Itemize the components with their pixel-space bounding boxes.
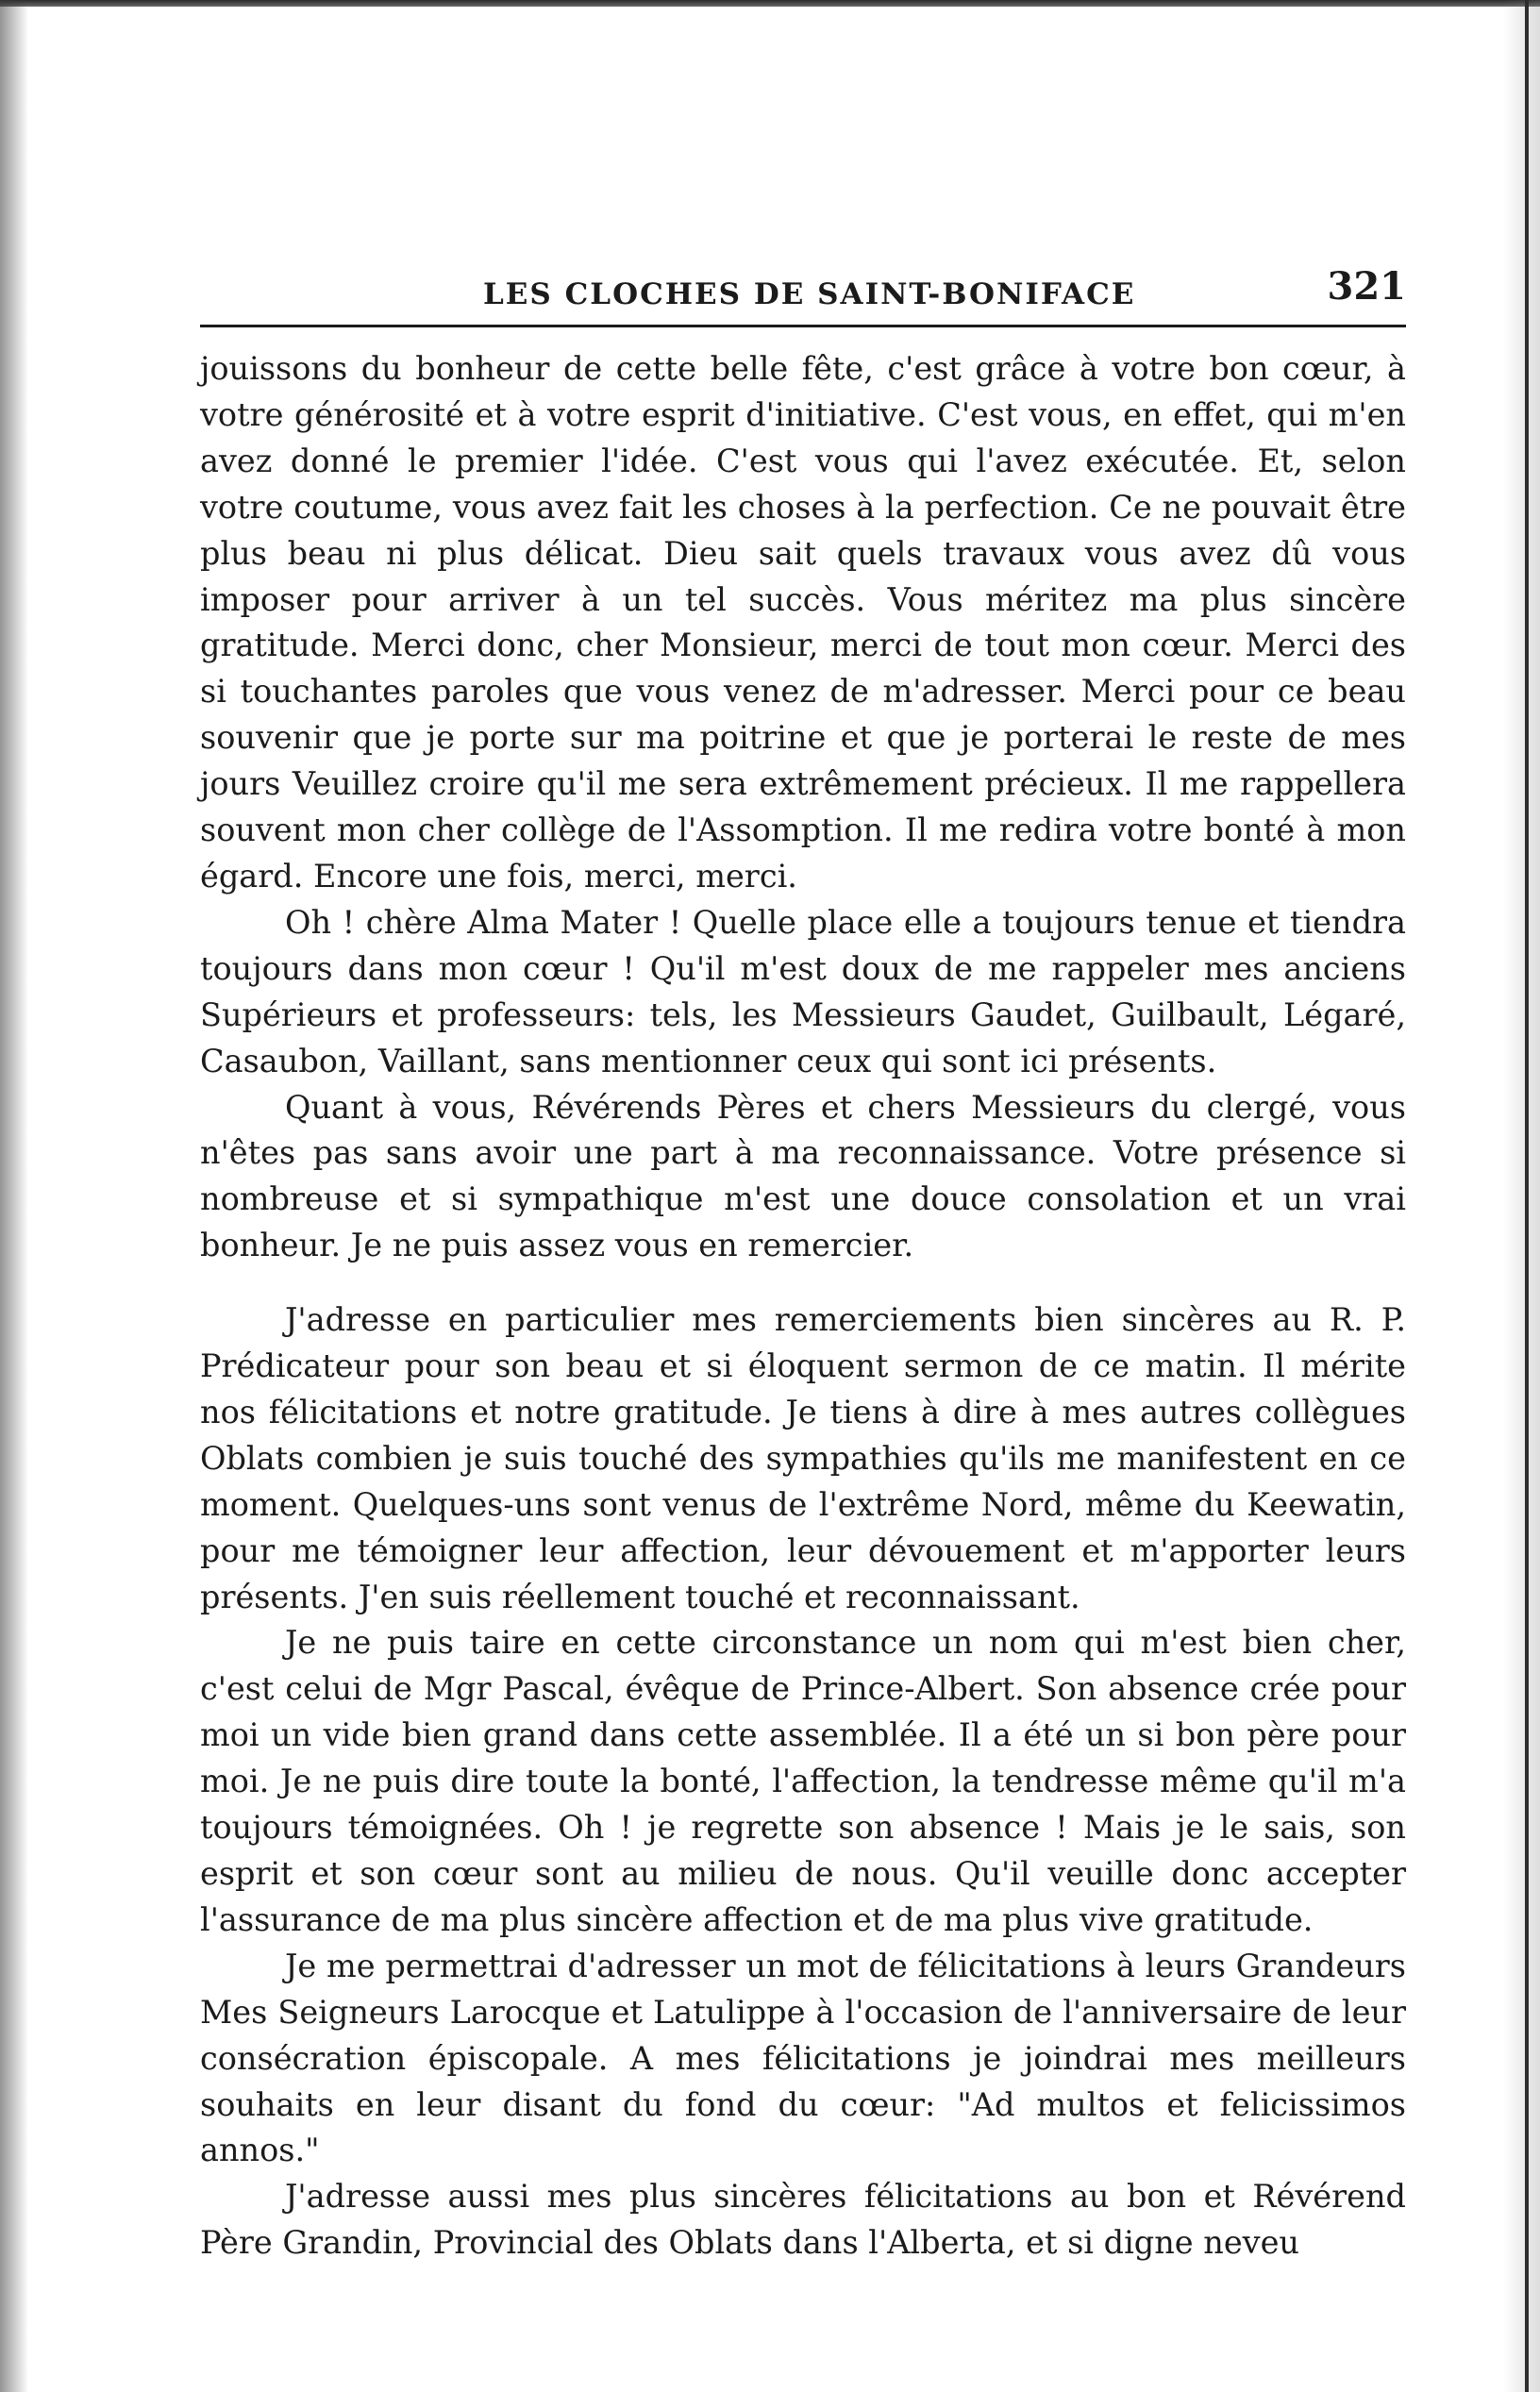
paragraph: jouissons du bonheur de cette belle fête, c'est grâce à votre bon cœur, à votre générosité et à votre esprit d'initiative. C'est vous, en effet, qui m'en avez donné le premier l'idée. C'est vous qui l'avez exécutée. Et, selon votre coutume, vous avez fait les choses à la perfection. Ce ne pouvait être plus beau ni plus délicat. Dieu sait quels travaux vous avez dû vous imposer pour arriver à un tel succès. Vous méritez ma plus sincère gratitude. Merci donc, cher Monsieur, merci de tout mon cœur. Merci des si touchantes paroles que vous venez de m'adresser. Merci pour ce beau souvenir que je porte sur ma poitrine et que je porterai le reste de mes jours Veuillez croire qu'il me sera extrêmement précieux. Il me rappellera souvent mon cher collège de l'Assomption. Il me redira votre bonté à mon égard. Encore une fois, merci, merci. (200, 350, 1406, 895)
page-header (200, 264, 1406, 319)
running-title: LES CLOCHES DE SAINT-BONIFACE (483, 277, 1136, 311)
book-page (200, 264, 1406, 2267)
body-text (200, 346, 1406, 2267)
paragraph: J'adresse aussi mes plus sincères félicitations au bon et Révérend Père Grandin, Provincial des Oblats dans l'Alberta, et si digne neveu (200, 2178, 1406, 2262)
scan-edge-right (1502, 0, 1540, 2392)
scan-edge-top (0, 0, 1540, 7)
header-rule (200, 325, 1406, 327)
paragraph: Oh ! chère Alma Mater ! Quelle place elle a toujours tenue et tiendra toujours dans mon cœur ! Qu'il m'est doux de me rappeler mes anciens Supérieurs et professeurs: tels, les Messieurs Gaudet, Guilbault, Légaré, Casaubon, Vaillant, sans mentionner ceux qui sont ici présents. (200, 903, 1406, 1079)
page-number: 321 (1327, 264, 1406, 309)
paragraph: Quant à vous, Révérends Pères et chers Messieurs du clergé, vous n'êtes pas sans avoir une part à ma reconnaissance. Votre présence si nombreuse et si sympathique m'est une douce consolation et un vrai bonheur. Je ne puis assez vous en remercier. (200, 1088, 1406, 1264)
paragraph: J'adresse en particulier mes remerciements bien sincères au R. P. Prédicateur pour son beau et si éloquent sermon de ce matin. Il mérite nos félicitations et notre gratitude. Je tiens à dire à mes autres collègues Oblats combien je suis touché des sympathies qu'ils me manifestent en ce moment. Quelques-uns sont venus de l'extrême Nord, même du Keewatin, pour me témoigner leur affection, leur dévouement et m'apporter leurs présents. J'en suis réellement touché et reconnaissant. (200, 1301, 1406, 1615)
paragraph: Je me permettrai d'adresser un mot de félicitations à leurs Grandeurs Mes Seigneurs Larocque et Latulippe à l'occasion de l'anniversaire de leur consécration épiscopale. A mes félicitations je joindrai mes meilleurs souhaits en leur disant du fond du cœur: "Ad multos et felicissimos annos." (200, 1947, 1406, 2169)
page-border-line (1525, 0, 1529, 2392)
paragraph: Je ne puis taire en cette circonstance un nom qui m'est bien cher, c'est celui de Mgr Pascal, évêque de Prince-Albert. Son absence crée pour moi un vide bien grand dans cette assemblée. Il a été un si bon père pour moi. Je ne puis dire toute la bonté, l'affection, la tendresse même qu'il m'a toujours témoignées. Oh ! je regrette son absence ! Mais je le sais, son esprit et son cœur sont au milieu de nous. Qu'il veuille donc accepter l'assurance de ma plus sincère affection et de ma plus vive gratitude. (200, 1624, 1406, 1938)
scan-edge-left (0, 0, 28, 2392)
